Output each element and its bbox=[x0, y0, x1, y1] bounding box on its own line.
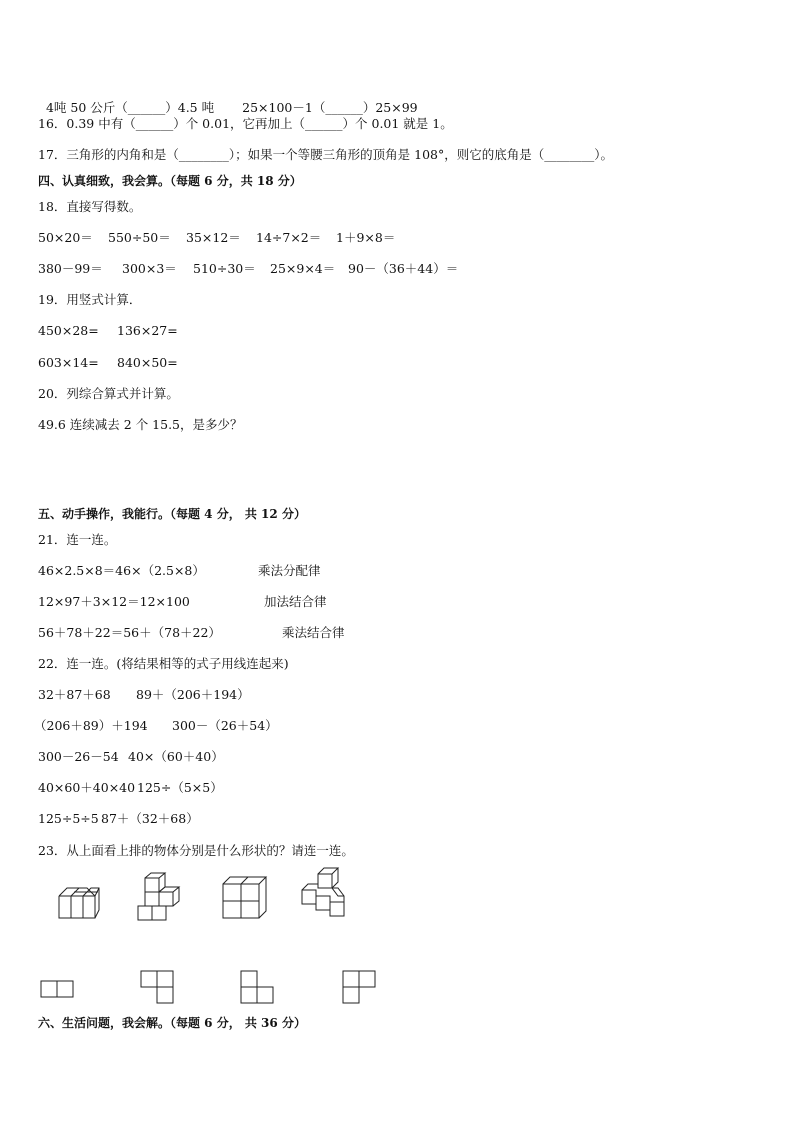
q18-r1-c1: 50×20＝ bbox=[38, 230, 93, 245]
q21-left-2: 12×97＋3×12＝12×100 bbox=[38, 594, 190, 609]
q15-line bbox=[38, 84, 418, 116]
q19-r2-c2: 840×50= bbox=[117, 355, 178, 370]
q21-left-1: 46×2.5×8＝46×（2.5×8） bbox=[38, 563, 205, 578]
q18-r1-c4: 14÷7×2＝ bbox=[256, 230, 322, 245]
q18-r1-c3: 35×12＝ bbox=[186, 230, 241, 245]
q22-right-3: 40×（60＋40） bbox=[128, 749, 224, 764]
cube-figure-2 bbox=[135, 872, 189, 924]
q15-item-b: 25×100－1（______）25×99 bbox=[242, 100, 418, 115]
q19-r2-c1: 603×14= bbox=[38, 355, 99, 370]
q18-r2-c1: 380－99＝ bbox=[38, 261, 103, 276]
top-view-shape-1 bbox=[40, 980, 76, 1000]
q18-r1-c2: 550÷50＝ bbox=[108, 230, 171, 245]
section4-heading: 四、认真细致，我会算。（每题 6 分，共 18 分） bbox=[38, 174, 302, 188]
q21-left-3: 56＋78＋22＝56＋（78＋22） bbox=[38, 625, 221, 640]
q15-item-a: 4吨 50 公斤（______）4.5 吨 bbox=[45, 100, 215, 115]
q23-title: 23．从上面看上排的物体分别是什么形状的？请连一连。 bbox=[38, 843, 354, 858]
top-view-shape-4 bbox=[342, 970, 378, 1006]
q18-r2-c4: 25×9×4＝ bbox=[270, 261, 336, 276]
q22-left-1: 32＋87＋68 bbox=[38, 687, 111, 702]
q22-left-2: （206＋89）＋194 bbox=[34, 718, 148, 733]
q20-title: 20．列综合算式并计算。 bbox=[38, 386, 179, 401]
q22-title: 22．连一连。(将结果相等的式子用线连起来) bbox=[38, 656, 289, 671]
q21-right-3: 乘法结合律 bbox=[282, 625, 345, 640]
q20-text: 49.6 连续减去 2 个 15.5，是多少？ bbox=[38, 417, 243, 432]
q17-question: 17．三角形的内角和是（________）；如果一个等腰三角形的顶角是 108°，则它的底角是（________）。 bbox=[38, 147, 613, 162]
q22-right-1: 89＋（206＋194） bbox=[136, 687, 250, 702]
top-view-shape-2 bbox=[140, 970, 176, 1006]
q18-r2-c5: 90－（36＋44）＝ bbox=[348, 261, 459, 276]
q21-right-1: 乘法分配律 bbox=[258, 563, 321, 578]
q18-r1-c5: 1＋9×8＝ bbox=[336, 230, 396, 245]
q22-left-5: 125÷5÷5 bbox=[38, 811, 99, 826]
q16-question: 16．0.39 中有（______）个 0.01，它再加上（______）个 0.01 就是 1。 bbox=[38, 116, 453, 131]
section5-heading: 五、动手操作，我能行。（每题 4 分， 共 12 分） bbox=[38, 507, 306, 521]
q18-r2-c3: 510÷30＝ bbox=[193, 261, 256, 276]
q22-right-2: 300－（26＋54） bbox=[172, 718, 278, 733]
q19-r1-c2: 136×27= bbox=[117, 323, 178, 338]
q22-left-3: 300－26－54 bbox=[38, 749, 119, 764]
q22-right-5: 87＋（32＋68） bbox=[101, 811, 199, 826]
q19-title: 19．用竖式计算． bbox=[38, 292, 142, 307]
q19-r1-c1: 450×28= bbox=[38, 323, 99, 338]
q21-title: 21．连一连。 bbox=[38, 532, 117, 547]
q18-title: 18．直接写得数。 bbox=[38, 199, 142, 214]
cube-figure-4 bbox=[298, 866, 356, 922]
section6-heading: 六、生活问题，我会解。（每题 6 分， 共 36 分） bbox=[38, 1016, 306, 1030]
cube-figure-1 bbox=[54, 884, 104, 920]
q18-r2-c2: 300×3＝ bbox=[122, 261, 177, 276]
q21-right-2: 加法结合律 bbox=[264, 594, 327, 609]
top-view-shape-3 bbox=[240, 970, 276, 1006]
cube-figure-3 bbox=[220, 875, 270, 921]
q22-right-4: 125÷（5×5） bbox=[137, 780, 223, 795]
q22-left-4: 40×60＋40×40 bbox=[38, 780, 136, 795]
